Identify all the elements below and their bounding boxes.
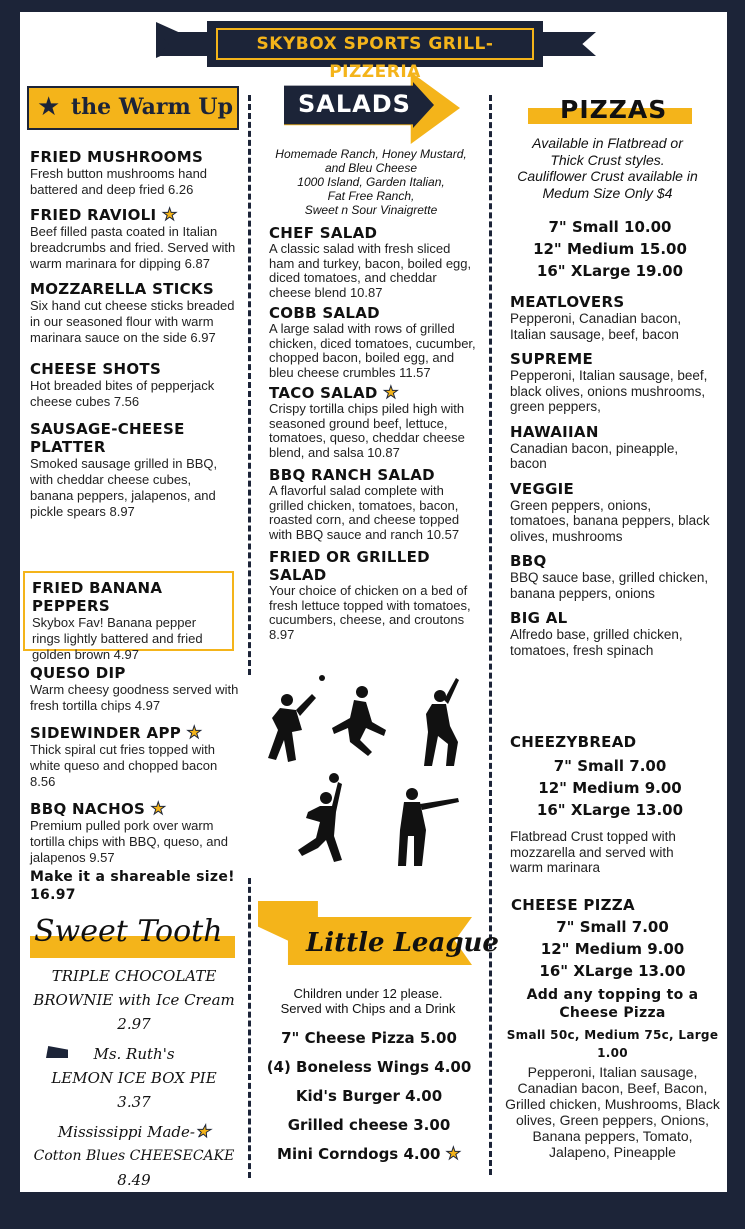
dressing-line: Sweet n Sour Vinaigrette bbox=[304, 203, 438, 217]
warmup-title: the Warm Up bbox=[71, 94, 233, 120]
cheese-pizza-section bbox=[505, 896, 720, 1160]
kids-item: 7" Cheese Pizza 5.00 bbox=[281, 1029, 457, 1047]
menu-item bbox=[30, 206, 238, 272]
note-line: Medum Size Only $4 bbox=[542, 184, 673, 201]
menu-item bbox=[30, 800, 242, 904]
pizza-note bbox=[505, 135, 710, 201]
item-desc: Hot breaded bites of pepperjack cheese cubes 7.56 bbox=[30, 378, 215, 409]
dessert-line: LEMON ICE BOX PIE bbox=[51, 1069, 217, 1087]
item-desc: Pepperoni, Canadian bacon, Italian sausage, beef, bacon bbox=[510, 311, 682, 342]
note-line: Children under 12 please. bbox=[293, 986, 443, 1001]
runner-icon bbox=[332, 686, 386, 756]
menu-item bbox=[510, 480, 710, 545]
salads-list bbox=[269, 224, 479, 642]
kids-item: Mini Corndogs 4.00 bbox=[277, 1145, 441, 1163]
item-desc: Your choice of chicken on a bed of fresh lettuce topped with tomatoes, cucumbers, cheese, and croutons 8.97 bbox=[269, 583, 471, 642]
item-title: CHEF SALAD bbox=[269, 224, 378, 242]
item-desc: BBQ sauce base, grilled chicken, banana peppers, onions bbox=[510, 570, 709, 601]
item-title: BIG AL bbox=[510, 609, 568, 627]
warmup-list bbox=[30, 148, 238, 528]
menu-item bbox=[30, 148, 238, 198]
section-title: CHEEZYBREAD bbox=[510, 733, 637, 751]
size-price: 7" Small 7.00 bbox=[553, 757, 667, 775]
section-title: CHEESE PIZZA bbox=[511, 896, 635, 914]
toppings-list: Pepperoni, Italian sausage, Canadian bacon, Beef, Bacon, Grilled chicken, Mushrooms, Black olives, Green peppers, Onions, Banana peppers, Tomato, Jalapeno, Pineapple bbox=[505, 1064, 720, 1160]
dressing-line: Homemade Ranch, Honey Mustard, bbox=[275, 147, 467, 161]
dessert-item bbox=[28, 964, 240, 1036]
basketball-player-icon bbox=[298, 773, 342, 862]
banner-title: SKYBOX SPORTS GRILL-PIZZERIA bbox=[216, 28, 534, 60]
dessert-price: 2.97 bbox=[117, 1015, 151, 1033]
star-icon: ★ bbox=[150, 799, 167, 819]
dressing-line: 1000 Island, Garden Italian, bbox=[297, 175, 445, 189]
item-desc: Canadian bacon, pineapple, bacon bbox=[510, 440, 679, 471]
item-desc: Smoked sausage grilled in BBQ, with cheddar cheese cubes, banana peppers, jalapenos, and pickle spears 8.97 bbox=[30, 456, 218, 519]
dessert-line: Mississippi Made- bbox=[57, 1123, 195, 1141]
note-line: Thick Crust styles. bbox=[550, 151, 665, 168]
item-title: TACO SALAD bbox=[269, 384, 378, 402]
column-divider-left bbox=[248, 95, 251, 675]
item-title: MOZZARELLA STICKS bbox=[30, 280, 214, 298]
featured-item-box bbox=[23, 571, 234, 662]
item-title: COBB SALAD bbox=[269, 304, 380, 322]
item-title: BBQ NACHOS bbox=[30, 800, 146, 818]
item-desc: Crispy tortilla chips piled high with seasoned ground beef, lettuce, tomatoes, queso, cheddar cheese blend, and salsa 10.87 bbox=[269, 401, 465, 460]
dressing-line: and Bleu Cheese bbox=[324, 161, 418, 175]
star-icon: ★ bbox=[37, 91, 61, 121]
item-desc: A large salad with rows of grilled chicken, diced tomatoes, cucumber, chopped bacon, boiled egg, and bleu cheese crumbles 11.57 bbox=[269, 321, 476, 380]
item-desc: Flatbread Crust topped with mozzarella and served with warm marinara bbox=[510, 829, 676, 875]
sweet-list bbox=[28, 964, 240, 1192]
item-desc: Alfredo base, grilled chicken, tomatoes, fresh spinach bbox=[510, 627, 683, 658]
menu-item bbox=[30, 420, 238, 520]
item-title: HAWAIIAN bbox=[510, 422, 599, 441]
star-icon: ★ bbox=[445, 1144, 461, 1164]
dessert-price: 3.37 bbox=[117, 1093, 151, 1111]
star-icon: ★ bbox=[194, 1122, 211, 1142]
size-price: 16" XLarge 19.00 bbox=[536, 262, 684, 280]
little-league-title: Little League bbox=[306, 928, 499, 958]
note-line: Served with Chips and a Drink bbox=[280, 1001, 456, 1016]
star-icon: ★ bbox=[383, 383, 399, 403]
menu-item bbox=[269, 304, 479, 380]
golfer-icon bbox=[398, 788, 459, 866]
item-title: SAUSAGE-CHEESE PLATTER bbox=[30, 420, 185, 456]
item-desc: Skybox Fav! Banana pepper rings lightly battered and fried golden brown 4.97 bbox=[32, 615, 203, 662]
item-desc: Six hand cut cheese sticks breaded in our seasoned flour with warm marinara sauce on the side 6.97 bbox=[30, 298, 235, 345]
menu-item bbox=[269, 466, 479, 542]
kids-item: Kid's Burger 4.00 bbox=[295, 1087, 443, 1105]
dessert-line: BROWNIE with Ice Cream bbox=[33, 991, 235, 1009]
add-topping-line: Cheese Pizza bbox=[559, 1005, 666, 1021]
item-desc: Green peppers, onions, tomatoes, banana peppers, black olives, mushrooms bbox=[510, 497, 710, 544]
item-desc: Beef filled pasta coated in Italian breadcrumbs and fried. Served with warm marinara for dipping 6.87 bbox=[30, 224, 236, 271]
item-title: BBQ RANCH SALAD bbox=[269, 466, 435, 484]
menu-item bbox=[510, 423, 710, 472]
menu-item bbox=[30, 724, 242, 790]
menu-item bbox=[269, 548, 479, 642]
size-price: 16" XLarge 13.00 bbox=[536, 801, 684, 819]
menu-item bbox=[269, 224, 479, 300]
size-price: 7" Small 10.00 bbox=[548, 218, 672, 236]
note-line: Cauliflower Crust available in bbox=[517, 168, 698, 184]
column-divider-right bbox=[489, 95, 492, 1175]
dessert-line: Ms. Ruth's bbox=[93, 1045, 175, 1063]
menu-item bbox=[510, 293, 710, 342]
cheezybread-section bbox=[510, 733, 710, 876]
item-desc: Thick spiral cut fries topped with white queso and chopped bacon 8.56 bbox=[30, 742, 218, 789]
dessert-line: Cotton Blues CHEESECAKE bbox=[33, 1148, 235, 1164]
warmup-header bbox=[27, 86, 239, 130]
dressing-line: Fat Free Ranch, bbox=[327, 189, 415, 203]
add-topping-line: Add any topping to a bbox=[526, 987, 699, 1003]
item-title: SIDEWINDER APP bbox=[30, 724, 182, 742]
pizza-sizes bbox=[510, 216, 710, 282]
dessert-item bbox=[28, 1042, 240, 1114]
size-price: 7" Small 7.00 bbox=[556, 918, 669, 936]
menu-item bbox=[269, 384, 479, 460]
salads-title: SALADS bbox=[298, 90, 411, 118]
item-title: SUPREME bbox=[510, 350, 594, 368]
little-league-list bbox=[258, 1024, 480, 1169]
item-title: BBQ bbox=[510, 552, 547, 570]
sweet-tooth-title: Sweet Tooth bbox=[34, 914, 223, 949]
size-price: 16" XLarge 13.00 bbox=[539, 962, 686, 980]
menu-item bbox=[30, 664, 242, 714]
item-title: FRIED OR GRILLED SALAD bbox=[269, 548, 430, 584]
star-icon: ★ bbox=[186, 723, 203, 743]
size-price: 12" Medium 9.00 bbox=[540, 940, 685, 958]
menu-item bbox=[510, 552, 710, 601]
menu-item bbox=[510, 609, 710, 658]
tennis-player-icon bbox=[268, 675, 325, 762]
pizzas-title: PIZZAS bbox=[560, 95, 668, 124]
dressings-list bbox=[260, 147, 482, 217]
menu-item bbox=[30, 360, 238, 410]
kids-item: (4) Boneless Wings 4.00 bbox=[266, 1058, 472, 1076]
shareable-note: Make it a shareable size! 16.97 bbox=[30, 869, 235, 903]
item-title: VEGGIE bbox=[510, 479, 575, 498]
item-desc: Fresh button mushrooms hand battered and deep fried 6.26 bbox=[30, 166, 208, 197]
menu-item bbox=[30, 280, 238, 346]
item-desc: A classic salad with fresh sliced ham and turkey, bacon, boiled egg, diced tomatoes, and cheddar cheese blend 10.87 bbox=[269, 241, 472, 300]
pizza-list bbox=[510, 293, 710, 658]
note-line: Available in Flatbread or bbox=[532, 135, 683, 151]
item-desc: Pepperoni, Italian sausage, beef, black olives, onions mushrooms, green peppers, bbox=[510, 368, 708, 414]
item-title: FRIED MUSHROOMS bbox=[30, 148, 204, 166]
star-icon: ★ bbox=[161, 205, 178, 225]
item-title: QUESO DIP bbox=[30, 664, 126, 682]
menu-item bbox=[510, 350, 710, 415]
dessert-price: 8.49 bbox=[117, 1171, 151, 1189]
item-title: FRIED BANANA PEPPERS bbox=[32, 579, 163, 615]
warmup-list-lower bbox=[30, 664, 242, 904]
banner bbox=[210, 24, 540, 82]
dessert-item bbox=[28, 1120, 240, 1192]
topping-prices: Small 50c, Medium 75c, Large 1.00 bbox=[506, 1028, 719, 1060]
size-price: 12" Medium 9.00 bbox=[538, 779, 682, 797]
item-desc: Premium pulled pork over warm tortilla chips with BBQ, queso, and jalapenos 9.57 bbox=[30, 818, 228, 865]
column-divider-left-lower bbox=[248, 878, 251, 1178]
item-desc: A flavorful salad complete with grilled chicken, tomatoes, bacon, roasted corn, and cheese topped with BBQ sauce and ranch 10.57 bbox=[269, 483, 460, 542]
baseball-player-icon bbox=[424, 678, 459, 766]
dessert-line: TRIPLE CHOCOLATE bbox=[51, 967, 217, 985]
sports-silhouettes bbox=[262, 670, 482, 890]
size-price: 12" Medium 15.00 bbox=[533, 240, 687, 258]
item-title: FRIED RAVIOLI bbox=[30, 206, 157, 224]
little-league-note bbox=[258, 986, 478, 1016]
item-title: CHEESE SHOTS bbox=[30, 360, 162, 378]
item-title: MEATLOVERS bbox=[510, 293, 625, 311]
item-desc: Warm cheesy goodness served with fresh tortilla chips 4.97 bbox=[30, 682, 239, 713]
kids-item: Grilled cheese 3.00 bbox=[287, 1116, 451, 1134]
